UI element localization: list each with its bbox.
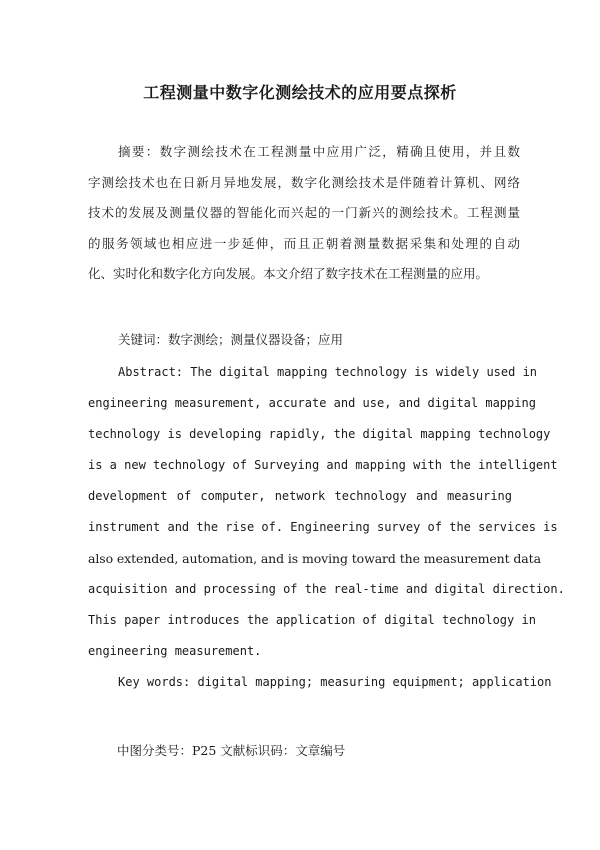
- abstract-en: [88, 357, 565, 698]
- abstract-en-line: technology is developing rapidly, the digital mapping technology: [88, 427, 551, 441]
- abstract-en-line: also extended, automation, and is moving toward the measurement data: [88, 551, 541, 566]
- abstract-en-line: This paper introduces the application of digital technology in: [88, 613, 536, 627]
- abstract-en-line: development of computer, network technology and measuring: [88, 489, 512, 503]
- abstract-cn: [88, 137, 520, 290]
- keywords-cn-line: 关键词：数字测绘；测量仪器设备；应用: [118, 332, 344, 347]
- abstract-cn-line: 化、实时化和数字化方向发展。本文介绍了数字技术在工程测量的应用。: [88, 266, 489, 281]
- abstract-cn-line: 摘要：数字测绘技术在工程测量中应用广泛，精确且使用，并且数: [118, 144, 520, 159]
- abstract-en-line: acquisition and processing of the real-time and digital direction.: [88, 582, 565, 596]
- classification-line: 中图分类号：P25 文献标识码：文章编号: [117, 743, 346, 758]
- abstract-en-line: engineering measurement, accurate and use, and digital mapping: [88, 396, 536, 410]
- abstract-en-line: engineering measurement.: [88, 644, 262, 658]
- abstract-cn-line: 技术的发展及测量仪器的智能化而兴起的一门新兴的测绘技术。工程测量: [88, 205, 520, 220]
- abstract-cn-line: 字测绘技术也在日新月异地发展，数字化测绘技术是伴随着计算机、网络: [88, 174, 520, 190]
- abstract-cn-line: 的服务领域也相应进一步延伸，而且正朝着测量数据采集和处理的自动: [88, 235, 520, 251]
- abstract-en-line: is a new technology of Surveying and mapping with the intelligent: [88, 458, 558, 472]
- abstract-en-line: instrument and the rise of. Engineering survey of the services is: [88, 520, 558, 534]
- paper-title: 工程测量中数字化测绘技术的应用要点探析: [143, 83, 457, 102]
- abstract-en-line: Abstract: The digital mapping technology is widely used in: [118, 365, 538, 379]
- keywords-en: Key words: digital mapping; measuring equipment; application: [118, 675, 552, 689]
- keywords-cn: [88, 325, 520, 356]
